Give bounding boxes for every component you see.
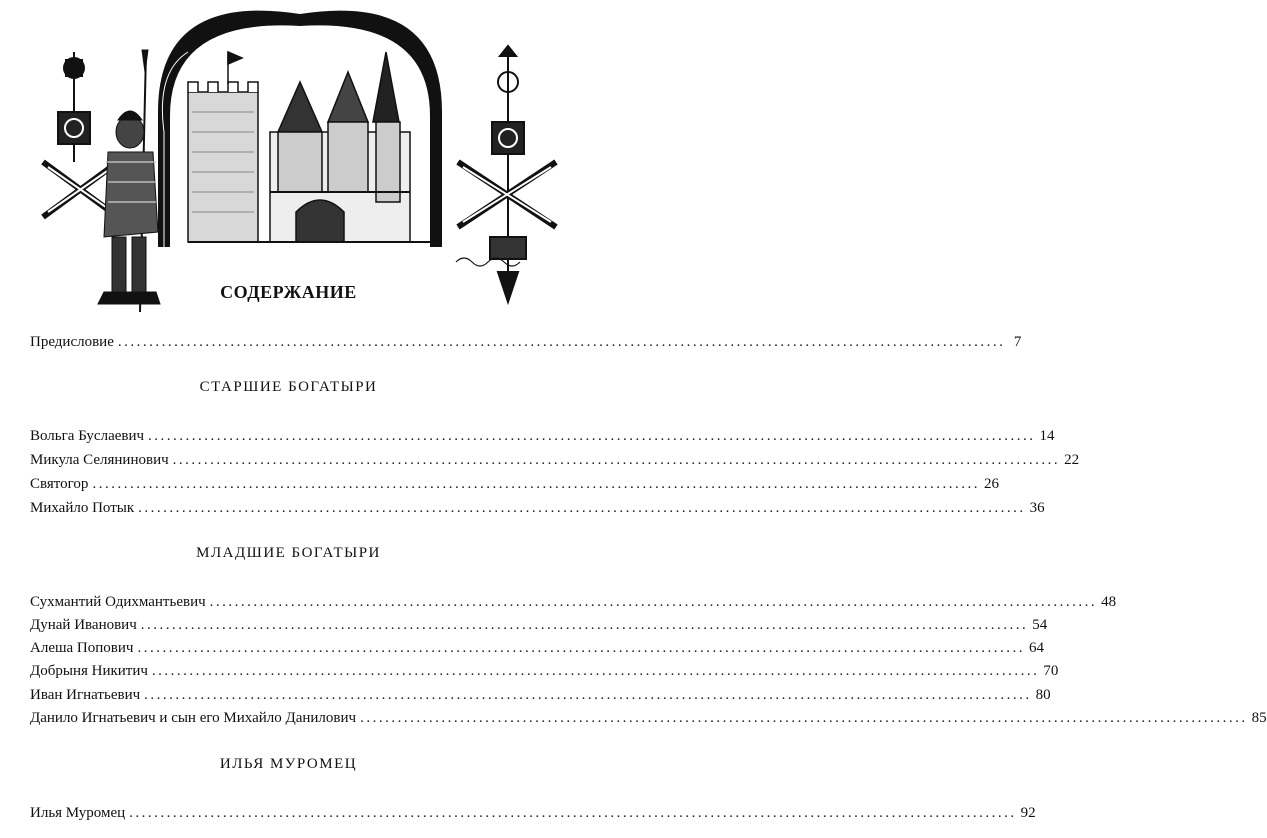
dot-leader: .............................................................................................................................................. — [148, 428, 1036, 444]
toc-entry-page: 7 — [1013, 334, 1022, 350]
toc-entry[interactable] — [30, 614, 1048, 636]
dot-leader: .............................................................................................................................................. — [129, 805, 1017, 821]
toc-entry[interactable] — [30, 425, 1055, 447]
toc-entry[interactable] — [30, 684, 1051, 706]
toc-entry-label: Добрыня Никитич — [30, 663, 148, 679]
toc-entry-label: Илья Муромец — [30, 805, 126, 821]
dot-leader: .............................................................................................................................................. — [138, 500, 1026, 516]
dot-leader: .............................................................................................................................................. — [151, 663, 1040, 679]
toc-entry[interactable] — [30, 473, 999, 495]
toc-entry-page: 36 — [1029, 500, 1045, 516]
toc-entry-page: 22 — [1064, 452, 1080, 468]
toc-entry-label: Иван Игнатьевич — [30, 687, 141, 703]
dot-leader: .............................................................................................................................................. — [137, 640, 1025, 656]
toc-entry-label: Сухмантий Одихмантьевич — [30, 594, 206, 610]
dot-leader: .............................................................................................................................................. — [92, 476, 980, 492]
section-heading: ИЛЬЯ МУРОМЕЦ — [219, 756, 358, 772]
toc-entry-label: Святогор — [30, 476, 89, 492]
page-title: СОДЕРЖАНИЕ — [220, 282, 357, 302]
dot-leader: .............................................................................................................................................. — [144, 687, 1032, 703]
toc-entry[interactable] — [30, 707, 1267, 729]
dot-leader: .............................................................................................................................................. — [117, 334, 1006, 350]
toc-entry-label: Микула Селянинович — [30, 452, 169, 468]
toc-entry[interactable] — [30, 497, 1045, 519]
toc-entry-label: Михайло Потык — [30, 500, 135, 516]
toc-entry[interactable] — [30, 637, 1044, 659]
toc-entry[interactable] — [30, 591, 1117, 613]
section-heading: СТАРШИЕ БОГАТЫРИ — [199, 379, 378, 395]
toc-entry-preface[interactable] — [30, 331, 1022, 353]
dot-leader: .............................................................................................................................................. — [209, 594, 1098, 610]
toc-entry-page: 26 — [983, 476, 999, 492]
dot-leader: .............................................................................................................................................. — [172, 452, 1061, 468]
section-heading: МЛАДШИЕ БОГАТЫРИ — [196, 545, 381, 561]
toc-entry-page: 48 — [1101, 594, 1117, 610]
toc-entry-label: Предисловие — [30, 334, 114, 350]
toc-entry-page: 92 — [1020, 805, 1036, 821]
right-ornament — [458, 46, 556, 302]
toc-entry-page: 14 — [1039, 428, 1055, 444]
toc-entry[interactable] — [30, 449, 1080, 471]
dot-leader: .............................................................................................................................................. — [360, 710, 1248, 726]
toc-entry[interactable] — [30, 802, 1036, 824]
toc-entry-label: Алеша Попович — [30, 640, 134, 656]
toc-entry-page: 70 — [1043, 663, 1059, 679]
toc-entry-page: 54 — [1032, 617, 1048, 633]
toc-entry-page: 80 — [1035, 687, 1051, 703]
toc-entry-label: Вольга Буслаевич — [30, 428, 145, 444]
knight-figure — [98, 50, 160, 312]
toc-entry-page: 85 — [1251, 710, 1267, 726]
toc-entry-label: Данило Игнатьевич и сын его Михайло Данилович — [30, 710, 357, 726]
toc-entry-label: Дунай Иванович — [30, 617, 137, 633]
dot-leader: .............................................................................................................................................. — [140, 617, 1029, 633]
toc-entry[interactable] — [30, 660, 1059, 682]
toc-entry-page: 64 — [1028, 640, 1044, 656]
